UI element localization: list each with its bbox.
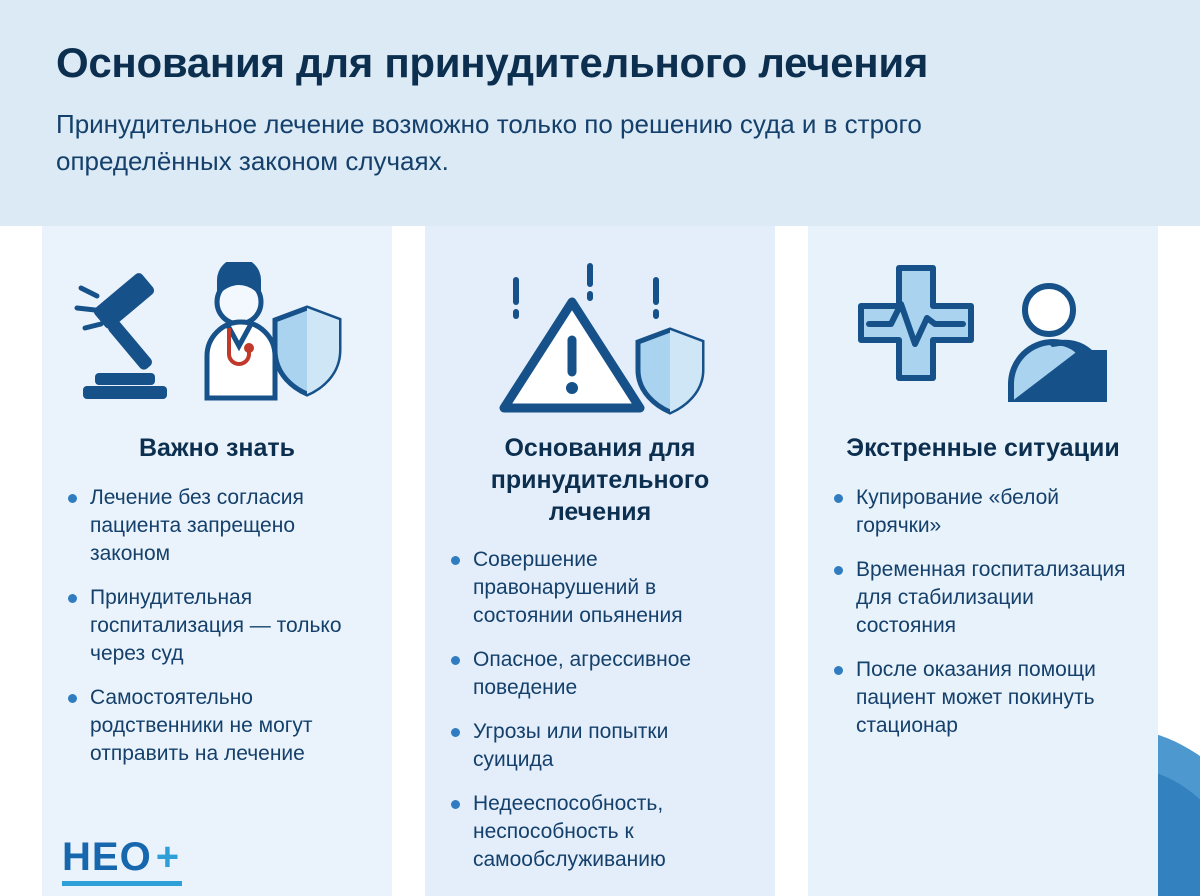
list-item: Принудительная госпитализация — только через суд [64,584,370,668]
logo-plus-icon: + [155,835,181,879]
gavel-doctor-shield-icon [64,252,370,432]
list-item: После оказания помощи пациент может покинуть стационар [830,656,1136,740]
column-title: Важно знать [138,434,296,462]
list-item: Угрозы или попытки суицида [447,718,753,774]
column-title: Экстренные ситуации [846,434,1120,462]
bullet-list [447,546,753,874]
list-item: Временная госпитализация для стабилизации состояния [830,556,1136,640]
medical-cross-patient-icon [830,252,1136,432]
column-title: Основания для принудительного лечения [490,434,710,526]
logo-text: НЕО [62,835,152,879]
list-item: Лечение без согласия пациента запрещено законом [64,484,370,568]
list-item: Недееспособность, неспособность к самообслуживанию [447,790,753,874]
header [0,0,1200,226]
list-item: Опасное, агрессивное поведение [447,646,753,702]
logo [62,835,180,880]
bullet-list [830,484,1136,740]
column-important-to-know [42,226,392,896]
list-item: Купирование «белой горячки» [830,484,1136,540]
list-item: Совершение правонарушений в состоянии опьянения [447,546,753,630]
column-grounds-for-treatment [425,226,775,896]
warning-triangle-shield-icon [447,252,753,432]
page-title: Основания для принудительного лечения [56,39,929,86]
page-subtitle: Принудительное лечение возможно только по решению суда и в строго определённых законом случаях. [56,109,922,176]
list-item: Самостоятельно родственники не могут отправить на лечение [64,684,370,768]
columns-area [0,226,1200,896]
logo-underline [62,881,182,886]
column-emergency-situations [808,226,1158,896]
bullet-list [64,484,370,768]
